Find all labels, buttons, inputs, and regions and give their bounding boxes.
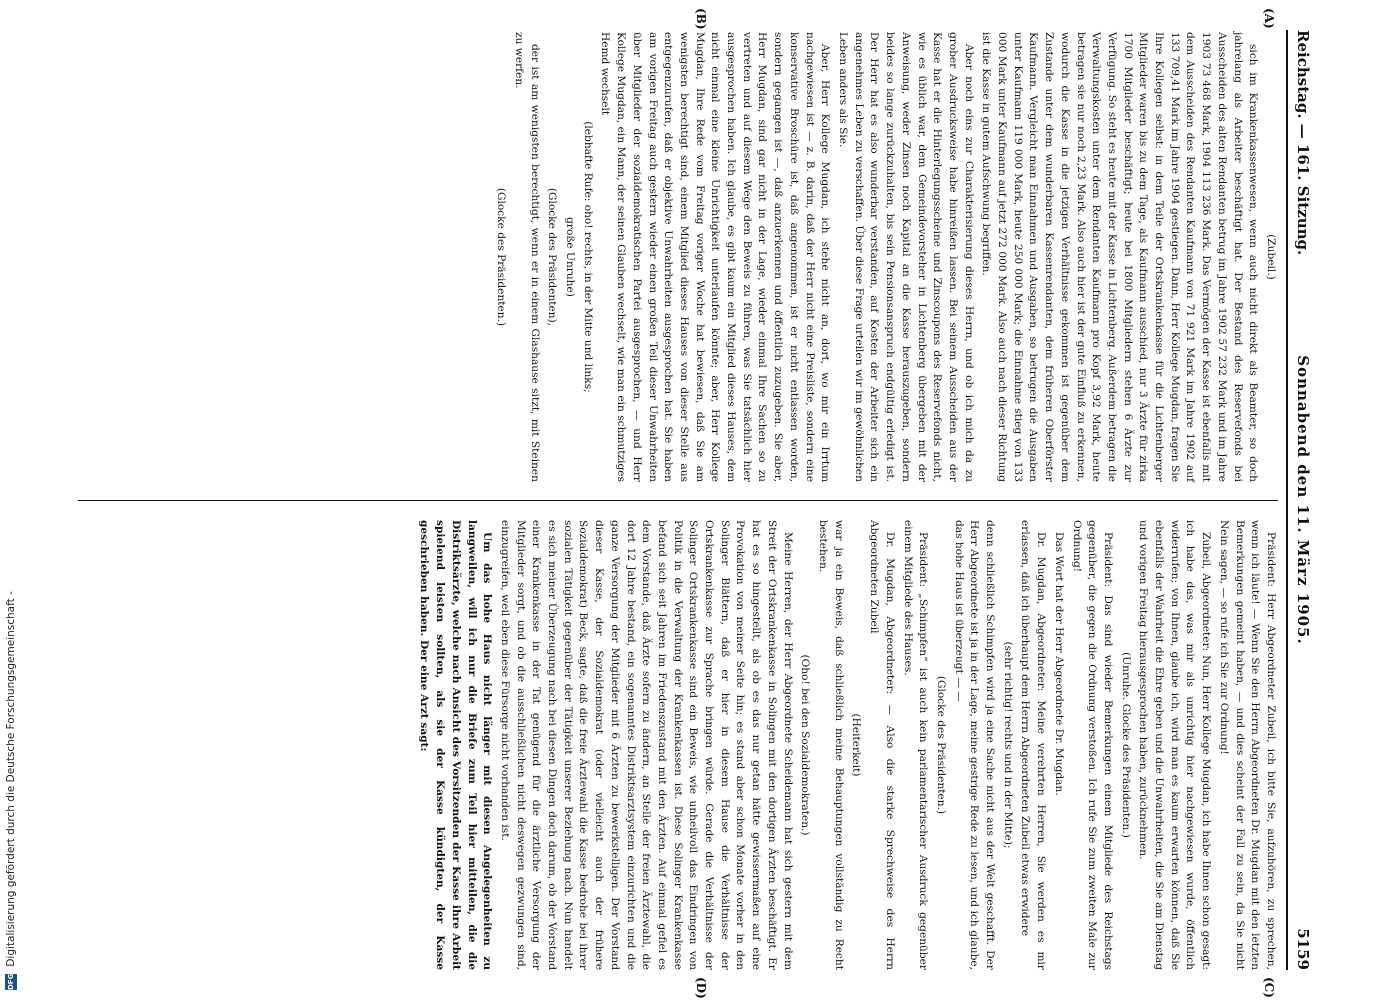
interjection: (Glocke des Präsidenten.) xyxy=(495,187,508,327)
paragraph: Um das hohe Haus nicht länger mit diesen Angelegenheiten zu langweilen, will ich nur die Briefe zum Teil hier mitteilen, die die Distriktsärzte, welche nach Ansicht des Vorsitzenden der Kasse ihre Arbeit spielend leisten sollten, als sie der Kasse kündigten, der Kasse geschrieben haben. Der eine Arzt sagt: xyxy=(418,520,494,970)
paragraph: Dr. Mugdan, Abgeordneter: Meine verehrten Herren, Sie werden es mir erlassen, daß ich überhaupt dem Herrn Abgeordneten Zubeil etwas erwidere xyxy=(1019,520,1048,970)
margin-mark-b: (B) xyxy=(694,8,708,30)
paragraph: Präsident: Das sind wieder Bemerkungen einem Mitgliede des Reichstags gegenüber, die gegen die Ordnung verstoßen. Ich rufe Sie zum zweiten Male zur Ordnung! xyxy=(1070,520,1114,970)
margin-mark-a: (A) xyxy=(1262,8,1276,29)
paragraph: Aber noch eins zur Charakterisierung dieses Herrn, und ob ich mich da zu grober Ausdrucksweise habe hinreißen lassen. Bei seinem Ausscheiden aus der Kasse hat er die Hinterlegungsscheine und Zinscoupons des Reservefonds nicht, wie es üblich war, dem Gemeindevorsteher in Lichtenberg übergeben mit der Anweisung, weder Zinsen noch Kapital an die Kasse herauszugeben, sondern beides so lange zurückzuhalten, bis sein Pensionsanspruch endgültig erledigt ist. Der Herr hat es also wunderbar verstanden, auf Kosten der Arbeiter sich ein angenehmes Leben zu verschaffen. Über diese Frage urteilen wir im gewöhnlichen Leben anders als Sie. xyxy=(837,32,975,482)
right-column xyxy=(88,520,1278,970)
interjection: große Unruhe) xyxy=(564,217,577,297)
interjection: (sehr richtig! rechts und in der Mitte); xyxy=(1001,641,1014,849)
dfg-logo-icon: DFG xyxy=(7,973,15,990)
paragraph: Das Wort hat der Herr Abgeordnete Dr. Mugdan. xyxy=(1052,532,1065,796)
interjection: (Oho! bei den Sozialdemokraten.) xyxy=(799,654,812,836)
scanned-page xyxy=(8,0,1318,1000)
speaker-heading: (Zubeil.) xyxy=(1265,234,1277,280)
interjection: (Glocke des Präsidenten), xyxy=(546,187,559,327)
running-head-date: Sonnabend den 11. März 1905. xyxy=(1294,355,1312,645)
interjection: (lebhafte Rufe: oho! rechts, in der Mitte und links; xyxy=(581,121,594,393)
paragraph: Dr. Mugdan, Abgeordneter: — Also die starke Sprechweise des Herrn Abgeordneten Zubeil xyxy=(868,520,896,970)
paragraph: sich im Krankenkassenwesen, wenn auch nicht direkt als Beamter, so doch jahrelang als Arbeiter beschäftigt hat. Der Bestand des Reservefonds bei Ausscheiden des alten Rendanten betrug im Jahre 1902 57 232 Mark und im Jahre 1903 73 468 Mark, 1904 113 236 Mark. Das Vermögen der Kasse ist ebenfalls mit dem Ausscheiden des Rendanten Kaufmann von 71 921 Mark im Jahre 1902 auf 133 709,41 Mark im Jahre 1904 gestiegen. Dann, Herr Kollege Mugdan, fragen Sie Ihre Kollegen selbst: in dem Teile der Ortskrankenkasse für die Lichtenberger Mitglieder waren bis zu dem Tage, als Kaufmann ausschied, nur 3 Ärzte für zirka 1700 Mitglieder beschäftigt; heute bei 1800 Mitgliedern stehen 6 Ärzte zur Verfügung. So steht es heute mit der Kasse in Lichtenberg. Außerdem betragen die Verwaltungskosten unter dem Rendanten Kaufmann pro Kopf 3,92 Mark, heute betragen sie nur noch 2,23 Mark. Also auch hier ist der gute Einfluß zu erkennen, wodurch die Kasse in die jetzigen Verhältnisse gekommen ist gegenüber dem Zustande unter dem wunderbaren Kassenrendanten, dem früheren Oberförster Kaufmann. Vergleicht man Einnahmen und Ausgaben, so betrugen die Ausgaben unter Kaufmann 119 000 Mark, heute 250 000 Mark; die Einnahme stieg von 133 000 Mark unter Kaufmann auf jetzt 272 000 Mark. Also auch nach dieser Richtung ist die Kasse in gutem Aufschwung begriffen. xyxy=(980,32,1260,482)
paragraph: Meine Herren, der Herr Abgeordnete Scheidemann hat sich gestern mit dem Streit der Ortskrankenkasse in Solingen mit den dortigen Ärzten beschäftigt. Er hat es so hingestellt, als ob es das nur getan hätte gewissermaßen auf eine Provokation von meiner Seite hin; es stand aber schon Monate vorher in den Solinger Blättern, daß er hier in diesem Hause die Verhältnisse der Ortskrankenkasse zur Sprache bringen würde. Gerade die Verhältnisse der Solinger Ortskrankenkasse sind ein Beweis, wie unheilvoll das Eindringen von Politik in die Verwaltung der Krankenkassen ist. Diese Solinger Krankenkasse befand sich seit Jahren im Friedenszustand mit den Ärzten. Auf einmal gefiel es dem Vorstande, daß Ärzte sofern zu ändern, an Stelle der freien Ärztewahl, die dort 12 Jahre bestand, ein sogenanntes Distriktsarztsystem einzurichten und die ganze Versorgung der Mitglieder mit 6 Ärzten zu bewerkstelligen. Der Vorstand dieser Kasse, der Sozialdemokrat (oder vielleicht auch der frühere Sozialdemokrat) Beck, sagte, daß die freie Ärztewahl die Kasse bedrohe bei ihrer sozialen Tätigkeit gegenüber der Tätigkeit unserer Beziehung nach. Nun handelt es sich meiner Überzeugung nach bei diesen Dingen doch darum, ob der Vorstand einer Krankenkasse in der Tat genügend für die ärztliche Versorgung der Mitglieder sorgt, und ob die ausschließlichen nicht deswegen gezwungen sind, einzugreifen, weil eben diese Fürsorge nicht vorhanden ist. xyxy=(498,520,794,970)
interjection: (Glocke des Präsidenten.) xyxy=(934,675,947,815)
paragraph: denn schließlich Schimpfen wird ja eine Sache nicht aus der Welt geschafft. Der Herr Abgeordnete ist ja in der Lage, meine gestrige Rede zu lesen, und ich glaube, das hohe Haus ist überzeugt — — xyxy=(952,520,997,970)
interjection: (Heiterkeit) xyxy=(850,713,863,777)
paragraph: war ja ein Beweis, daß schließlich meine Behauptungen vollständig zu Recht bestehen. xyxy=(817,520,845,970)
digitization-credit xyxy=(5,0,25,990)
margin-mark-d: (D) xyxy=(694,977,708,999)
running-head xyxy=(1286,30,1316,970)
paragraph: Zubeil, Abgeordneter: Nun, Herr Kollege Mugdan, ich habe Ihnen schon gesagt: ich habe das, was mir als unrichtig hier nachgewiesen wurde, öffentlich widerrufen; von Ihnen, glaube ich, wird man es kaum erwarten können, daß Sie ebenfalls der Wahrheit die Ehre geben und die Unwahrheiten, die Sie am Dienstag und vorigen Freitag hierausgesprochen haben, zurücknehmen. xyxy=(1137,520,1213,970)
paragraph: Aber, Herr Kollege Mugdan, ich stehe nicht an, dort, wo mir ein Irrtum nachgewiesen ist — z. B. darin, daß der Herr nicht eine Preisliste, sondern eine konservative Broschüre ist, daß angenommen, ist er nicht entlassen worden, sondern gegangen ist —, daß anzuerkennen und öffentlich zuzugeben. Sie aber, Herr Mugdan, sind gar nicht in der Lage, wieder einmal Ihre Sachen so zu vertreten und auf diesem Wege den Beweis zu führen, was Sie tatsächlich hier ausgesprochen haben. Ich glaube, es gibt kaum ein Mitglied dieses Hauses, dem nicht einmal eine kleine Unrichtigkeit unterlaufen könnte; aber, Herr Kollege Mugdan, Ihre Rede vom Freitag voriger Woche hat bewiesen, daß Sie am wenigsten berechtigt sind, einem Mitglied dieses Hauses von dieser Stelle aus entgegenzurufen, daß er objektive Unwahrheiten ausgesprochen hat. Sie haben am vorigen Freitag auch gestern wieder einen großen Teil dieser Unwahrheiten über Mitglieder der sozialdemokratischen Partei ausgesprochen, — und Herr Kollege Mugdan, ein Mann, der seinen Glauben wechselt, wie man ein schmutziges Hemd wechselt xyxy=(599,32,832,482)
page-number: 5159 xyxy=(1294,928,1312,970)
digitization-credit-text: Digitalisierung gefördert durch die Deutsche Forschungsgemeinschaft - xyxy=(5,591,17,967)
left-column xyxy=(88,32,1278,482)
paragraph: Präsident: „Schimpfen“ ist auch kein parlamentarischer Ausdruck gegenüber einem Mitgliede des Hauses. xyxy=(901,520,930,970)
paragraph: Präsident: Herr Abgeordneter Zubeil, ich bitte Sie, aufzuhören, zu sprechen, wenn ich läute! — Wenn Sie den Herrn Abgeordneten Dr. Mugdan mit den letzten Bemerkungen gemeint haben, — und dies scheint der Fall zu sein, da Sie nicht Nein sagen, — so rufe ich Sie zur Ordnung! xyxy=(1217,520,1277,970)
column-divider xyxy=(78,500,1278,501)
running-head-left: Reichstag. — 161. Sitzung. xyxy=(1294,30,1312,256)
margin-mark-c: (C) xyxy=(1262,977,1276,998)
paragraph: der ist am wenigsten berechtigt, wenn er in einem Glashause sitzt, mit Steinen zu werfen. xyxy=(512,32,541,482)
interjection: (Unruhe. Glocke des Präsidenten.) xyxy=(1119,652,1132,838)
